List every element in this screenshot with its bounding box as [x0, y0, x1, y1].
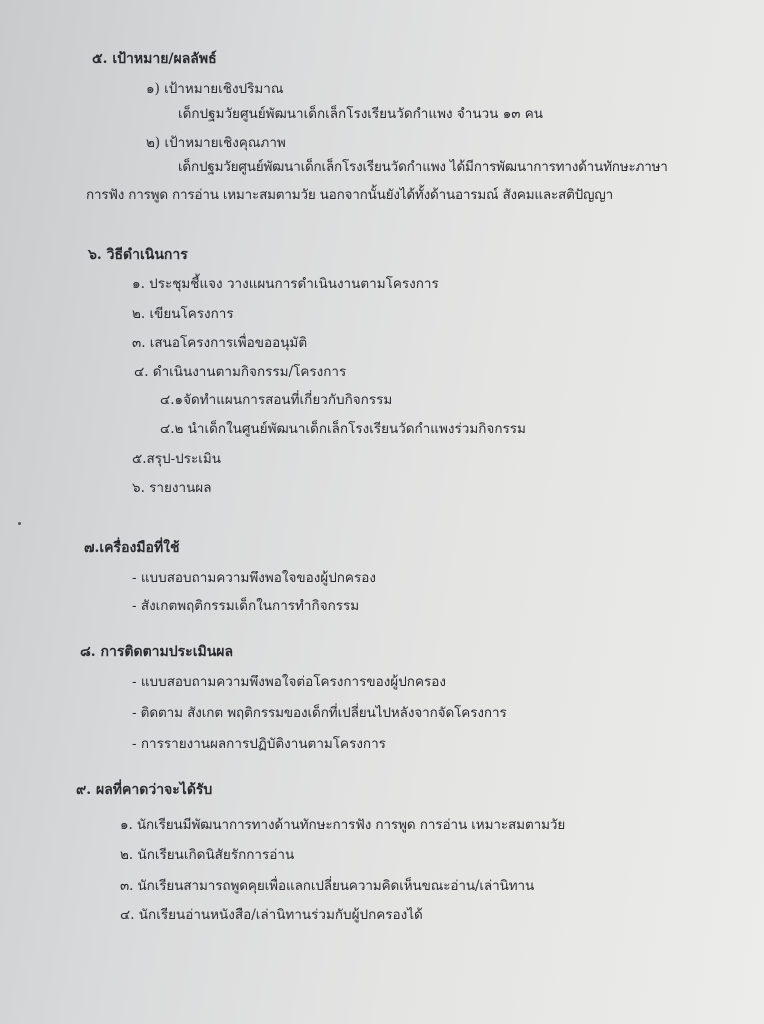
method-item-2: ๒. เขียนโครงการ	[132, 306, 234, 322]
evaluation-item-2: - ติดตาม สังเกต พฤติกรรมของเด็กที่เปลี่ยนไปหลังจากจัดโครงการ	[132, 705, 507, 721]
quality-goal-title: ๒) เป้าหมายเชิงคุณภาพ	[146, 135, 286, 151]
quality-goal-text-2: การฟัง การพูด การอ่าน เหมาะสมตามวัย นอกจากนั้นยังได้ทั้งด้านอารมณ์ สังคมและสติปัญญา	[86, 187, 613, 203]
result-item-1: ๑. นักเรียนมีพัฒนาการทางด้านทักษะการฟัง การพูด การอ่าน เหมาะสมตามวัย	[120, 817, 566, 833]
tool-item-2: - สังเกตพฤติกรรมเด็กในการทำกิจกรรม	[132, 598, 360, 614]
evaluation-item-3: - การรายงานผลการปฏิบัติงานตามโครงการ	[132, 736, 386, 752]
method-item-4-1: ๔.๑จัดทำแผนการสอนที่เกี่ยวกับกิจกรรม	[160, 392, 393, 408]
method-item-1: ๑. ประชุมชี้แจง วางแผนการดำเนินงานตามโครงการ	[132, 276, 439, 292]
method-item-3: ๓. เสนอโครงการเพื่อขออนุมัติ	[132, 335, 308, 351]
evaluation-item-1: - แบบสอบถามความพึงพอใจต่อโครงการของผู้ปกครอง	[132, 674, 446, 690]
section-8-heading: ๘. การติดตามประเมินผล	[80, 644, 234, 660]
result-item-3: ๓. นักเรียนสามารถพูดคุยเพื่อแลกเปลี่ยนความคิดเห็นขณะอ่าน/เล่านิทาน	[120, 878, 535, 894]
paper-speck	[18, 522, 21, 525]
result-item-4: ๔. นักเรียนอ่านหนังสือ/เล่านิทานร่วมกับผู้ปกครองได้	[120, 907, 423, 923]
quantity-goal-text: เด็กปฐมวัยศูนย์พัฒนาเด็กเล็กโรงเรียนวัดกำแพง จำนวน ๑๓ คน	[178, 106, 544, 122]
method-item-4: ๔. ดำเนินงานตามกิจกรรม/โครงการ	[134, 364, 347, 380]
quantity-goal-title: ๑) เป้าหมายเชิงปริมาณ	[146, 81, 284, 97]
method-item-4-2: ๔.๒ นำเด็กในศูนย์พัฒนาเด็กเล็กโรงเรียนวัดกำแพงร่วมกิจกรรม	[160, 421, 526, 437]
section-6-heading: ๖. วิธีดำเนินการ	[88, 247, 188, 263]
quality-goal-text-1: เด็กปฐมวัยศูนย์พัฒนาเด็กเล็กโรงเรียนวัดกำแพง ได้มีการพัฒนาการทางด้านทักษะภาษา	[178, 159, 668, 175]
section-9-heading: ๙. ผลที่คาดว่าจะได้รับ	[76, 782, 213, 798]
method-item-5: ๕.สรุป-ประเมิน	[132, 451, 221, 467]
method-item-6: ๖. รายงานผล	[132, 480, 212, 496]
result-item-2: ๒. นักเรียนเกิดนิสัยรักการอ่าน	[120, 847, 295, 863]
section-5-heading: ๕. เป้าหมาย/ผลลัพธ์	[92, 51, 217, 67]
section-7-heading: ๗.เครื่องมือที่ใช้	[84, 540, 180, 556]
tool-item-1: - แบบสอบถามความพึงพอใจของผู้ปกครอง	[132, 570, 376, 586]
